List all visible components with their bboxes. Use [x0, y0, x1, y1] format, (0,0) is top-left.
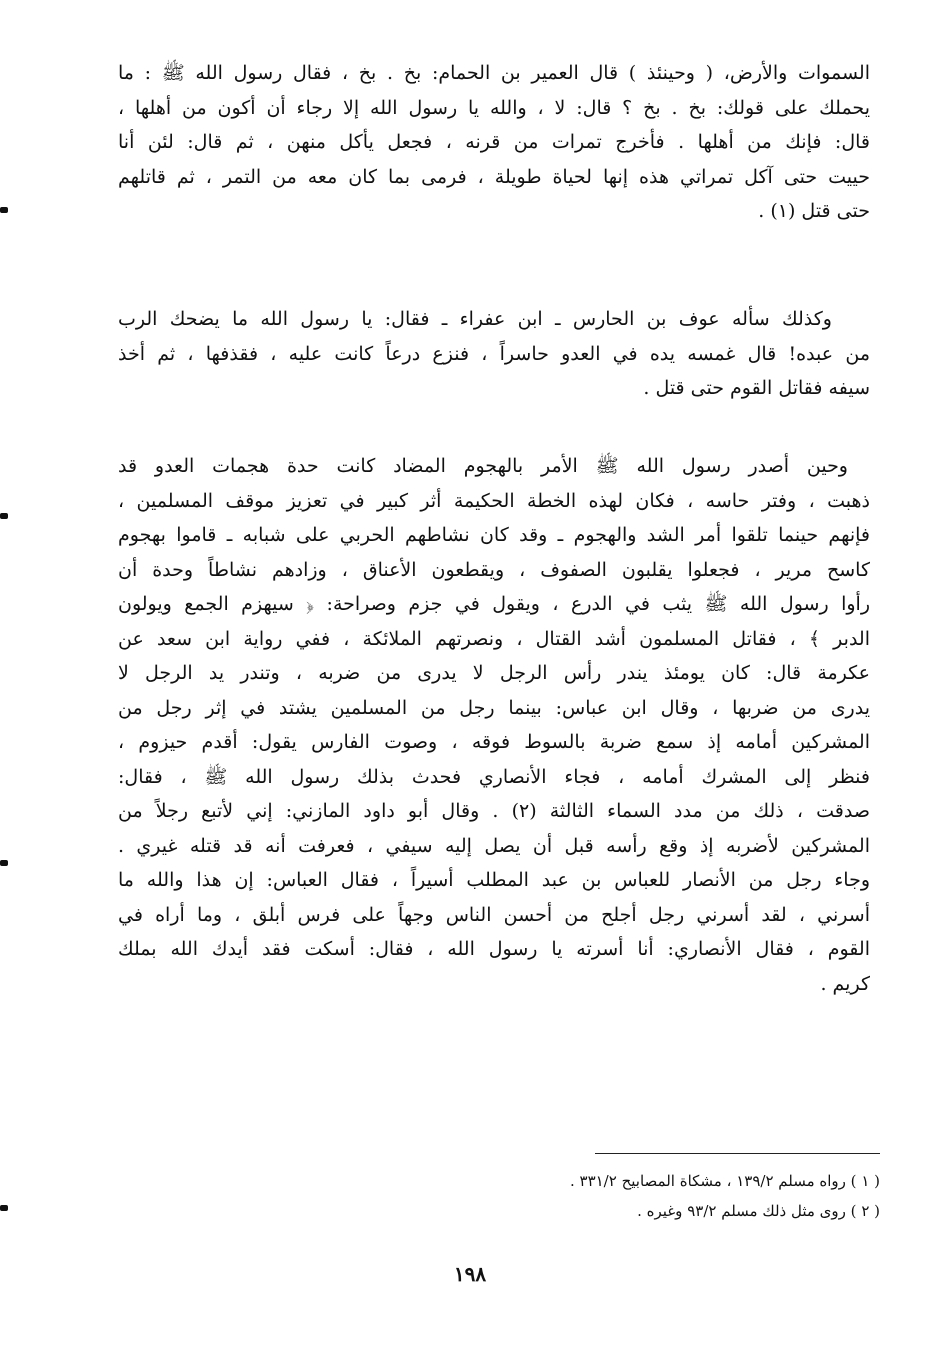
- text-line: السموات والأرض، ( وحينئذ ) قال العمير بن الحمام: بخ . بخ ، فقال رسول الله ﷺ : ما: [118, 62, 870, 84]
- footnote-1: ( ١ ) رواه مسلم ١٣٩/٢ ، مشكاة المصابيح ٣٣١/٢ .: [569, 1172, 880, 1190]
- footnote-2: ( ٢ ) روى مثل ذلك مسلم ٩٣/٢ وغيره .: [637, 1202, 880, 1220]
- text-line: عكرمة قال: كان يومئذ يندر رأس الرجل لا يدرى من ضربه ، وتندر يد الرجل لا: [118, 662, 870, 684]
- text-line: ذهبت ، وفتر حاسه ، فكان لهذه الخطة الحكيمة أثر كبير في تعزيز موقف المسلمين ،: [118, 489, 870, 512]
- binding-mark: [0, 207, 8, 213]
- binding-mark: [0, 860, 8, 866]
- paragraph-2: [118, 302, 870, 406]
- text-line: كاسح مرير ، فجعلوا يقلبون الصفوف ، ويقطعون الأعناق ، وزادهم نشاطاً وحدة أن: [118, 558, 870, 581]
- text-line: وكذلك سأله عوف بن الحارس ـ ابن عفراء ـ فقال: يا رسول الله ما يضحك الرب: [118, 308, 832, 330]
- text-line: من عبده! قال غمسه يده في العدو حاسراً ، فنزع درعاً كانت عليه ، فقذفها ، ثم أخذ: [118, 342, 870, 365]
- text-line: قال: فإنك من أهلها . فأخرج تمرات من قرنه ، فجعل يأكل منهن ، ثم قال: لئن أنا: [118, 131, 870, 153]
- text-line: يدرى من ضربها ، وقال ابن عباس: بينما رجل من المسلمين يشتد في إثر رجل من: [118, 696, 870, 719]
- footnotes: [380, 1166, 880, 1226]
- text-line: رأوا رسول الله ﷺ يثب في الدرع ، ويقول في جزم وصراحة: ﴿ سيهزم الجمع ويولون: [118, 593, 870, 615]
- text-line: أسرني ، لقد أسرني رجل أجلح من أحسن الناس وجهاً على فرس أبلق ، وما أراه في: [118, 903, 870, 926]
- page-number: ١٩٨: [453, 1262, 487, 1286]
- text-line: فإنهم حينما تلقوا أمر الشد والهجوم ـ وقد كان نشاطهم الحربي على شبابه ـ قاموا بهجوم: [118, 524, 870, 546]
- text-line: القوم ، فقال الأنصاري: أنا أسرته يا رسول الله ، فقال: أسكت فقد أيدك الله بملك: [118, 938, 870, 960]
- text-line: حتى قتل (١) .: [758, 200, 870, 222]
- footnote-divider: [595, 1153, 880, 1154]
- text-line: وجاء رجل من الأنصار للعباس بن عبد المطلب أسيراً ، فقال العباس: إن هذا والله ما: [118, 869, 870, 891]
- text-line: المشركين لأضربه إذ وقع رأسه قبل أن يصل إليه سيفي ، فعرفت أنه قد قتله غيري .: [118, 834, 870, 857]
- text-line: سيفه فقاتل القوم حتى قتل .: [643, 377, 870, 399]
- text-line: الدبر ﴾ ، فقاتل المسلمون أشد القتال ، ونصرتهم الملائكة ، ففي رواية ابن سعد عن: [118, 627, 870, 650]
- binding-mark: [0, 513, 8, 519]
- text-line: المشركين أمامه إذ سمع ضربة بالسوط فوقه ، وصوت الفارس يقول: أقدم حيزوم ،: [118, 731, 870, 753]
- paragraph-3: [118, 449, 870, 1001]
- text-line: فنظر إلى المشرك أمامه ، فجاء الأنصاري فحدث بذلك رسول الله ﷺ ، فقال:: [118, 765, 870, 788]
- text-line: وحين أصدر رسول الله ﷺ الأمر بالهجوم المضاد كانت حدة هجمات العدو قد: [118, 455, 848, 477]
- text-line: يحملك على قولك: بخ . بخ ؟ قال: لا ، والله يا رسول الله إلا رجاء أن أكون من أهلها ،: [118, 96, 870, 119]
- text-line: حييت حتى آكل تمراتي هذه إنها لحياة طويلة ، فرمى بما كان معه من التمر ، ثم قاتلهم: [118, 165, 870, 188]
- text-line: كريم .: [820, 972, 870, 995]
- text-line: صدقت ، ذلك من مدد السماء الثالثة (٢) . وقال أبو داود المازني: إني لأتبع رجلاً من: [118, 800, 870, 822]
- binding-mark: [0, 1205, 8, 1211]
- paragraph-1: [118, 56, 870, 229]
